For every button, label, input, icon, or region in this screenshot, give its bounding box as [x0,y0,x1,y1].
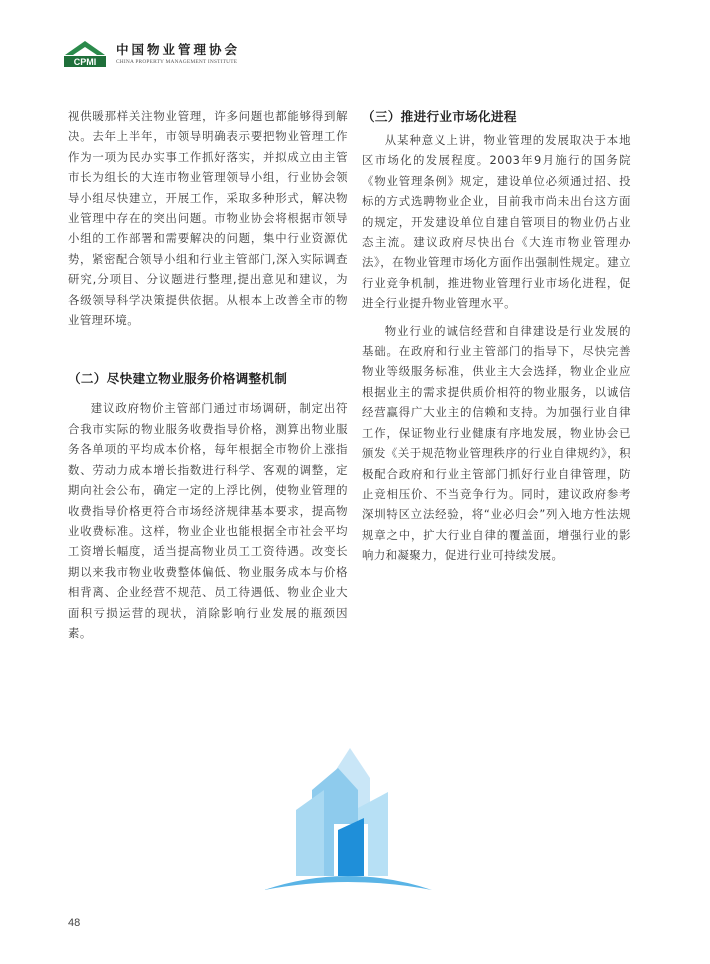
section-2-paragraph: 建议政府物价主管部门通过市场调研，制定出符合我市实际的物业服务收费指导价格，测算出物业服务各单项的平均成本价格，每年根据全市物价上涨指数、劳动力成本增长指数进行科学、客观的调整，定期向社会公布，确定一定的上浮比例，使物业管理的收费指导价格更符合市场经济规律基本要求，提高物业收费标准。这样，物业企业也能根据全市社会平均工资增长幅度，适当提高物业员工工资待遇。改变长期以来我市物业收费整体偏低、物业服务成本与价格相背离、企业经营不规范、员工待遇低、物业企业大面积亏损运营的现状，消除影响行业发展的瓶颈因素。 [68,401,348,640]
logo-abbr: CPMI [73,57,97,67]
section-3-title: （三）推进行业市场化进程 [362,109,517,124]
building-skyline-icon [262,748,434,898]
section-3-paragraph-2: 物业行业的诚信经营和自律建设是行业发展的基础。在政府和行业主管部门的指导下，尽快完善物业等级服务标准，供业主大会选择，物业企业应根据业主的需求提供质价相符的物业服务，以诚信经营赢得广大业主的信赖和支持。为加强行业自律工作，保证物业行业健康有序地发展，物业协会已颁发《关于规范物业管理秩序的行业自律规约》，积极配合政府和行业主管部门抓好行业自律管理，防止竞相压价、不当竞争行为。同时，建议政府参考深圳特区立法经验，将“业必归会”列入地方性法规规章之中，扩大行业自律的覆盖面，增强行业的影响力和凝聚力，促进行业可持续发展。 [362,323,631,563]
intro-paragraph: 视供暖那样关注物业管理，许多问题也都能够得到解决。去年上半年，市领导明确表示要把物业管理工作作为一项为民办实事工作抓好落实，并拟成立由主管市长为组长的大连市物业管理领导小组，行业协会领导小组尽快建立，开展工作，采取多种形式，解决物业管理中存在的突出问题。市物业协会将根据市领导小组的工作部署和需要解决的问题，集中行业资源优势，紧密配合领导小组和行业主管部门,深入实际调查研究,分项目、分议题进行整理,提出意见和建议，为各级领导科学决策提供依据。从根本上改善全市的物业管理环境。 [68,109,348,328]
org-name-en: CHINA PROPERTY MANAGEMENT INSTITUTE [116,59,238,65]
page-header [62,38,322,74]
section-2-title: （二）尽快建立物业服务价格调整机制 [68,371,288,387]
cpmi-logo-icon [62,38,108,70]
right-column [362,106,631,566]
page-number: 48 [68,917,81,929]
left-column [68,106,348,643]
section-3-paragraph-1: 从某种意义上讲，物业管理的发展取决于本地区市场化的发展程度。2003年9月施行的国务院《物业管理条例》规定，建设单位必须通过招、投标的方式选聘物业企业，目前我市尚未出台这方面的规定，开发建设单位自建自管项目的物业仍占业态主流。建议政府尽快出台《大连市物业管理办法》，在物业管理市场化方面作出强制性规定。建立行业竞争机制，推进物业管理行业市场化进程，促进全行业提升物业管理水平。 [362,133,631,311]
org-name: 中国物业管理协会 [116,42,241,57]
